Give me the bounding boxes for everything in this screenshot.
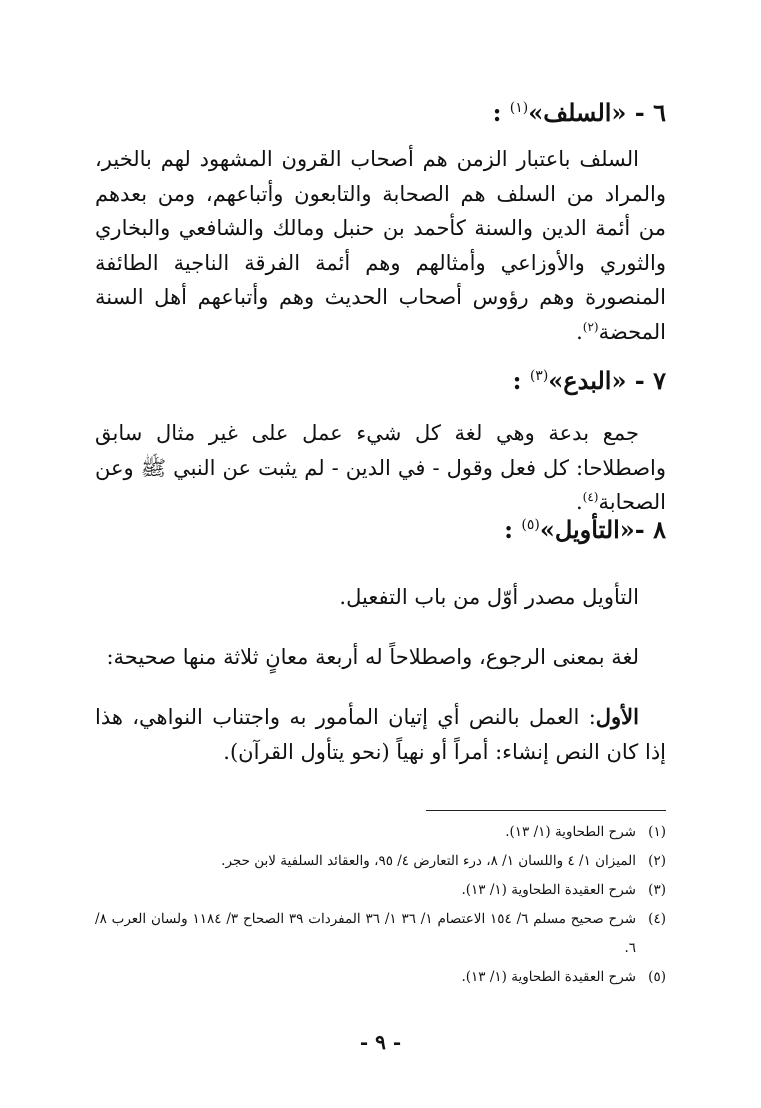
footnote-ref: (١) (509, 100, 529, 116)
footnote-item (95, 876, 666, 905)
meaning-text: : العمل بالنص أي إتيان المأمور به واجتناب النواهي، هذا إذا كان النص إنشاء: أمراً أو نهياً (نحو يتأول القرآن). (95, 705, 666, 764)
footnote-item (95, 905, 666, 963)
footnote-text: شرح صحيح مسلم ٦/ ١٥٤ الاعتصام ١/ ٣٦ ١/ ٣٦ المفردات ٣٩ الصحاح ٣/ ١١٨٤ ولسان العرب ٨/ ٦. (95, 911, 637, 956)
paragraph-text: جمع بدعة وهي لغة كل شيء عمل على غير مثال سابق واصطلاحا: كل فعل وقول - في الدين - لم يثبت عن النبي ﷺ وعن الصحابة (95, 421, 666, 514)
section-heading-salaf (493, 98, 666, 127)
footnote-item (95, 847, 666, 876)
heading-text: ٧ - «البدع» (548, 366, 666, 395)
footnote-text: شرح العقيدة الطحاوية (١/ ١٣). (461, 882, 636, 898)
document-page (95, 0, 666, 1108)
heading-colon: : (492, 98, 502, 127)
footnote-number: (٣) (648, 882, 666, 898)
footnote-number: (٥) (648, 969, 666, 985)
footnote-ref: (٣) (529, 368, 549, 384)
paragraph-tawil-meanings: لغة بمعنى الرجوع، واصطلاحاً له أربعة معانٍ ثلاثة منها صحيحة: (106, 645, 639, 669)
section-heading-bida (513, 366, 666, 395)
paragraph-first-meaning (95, 700, 666, 769)
heading-colon: : (504, 515, 513, 544)
footnote-text: شرح العقيدة الطحاوية (١/ ١٣). (461, 969, 636, 985)
footnote-ref: (٢) (582, 319, 599, 334)
footnote-ref: (٥) (521, 517, 540, 533)
footnote-ref: (٤) (582, 490, 599, 504)
footnote-number: (٢) (648, 853, 666, 869)
heading-text: ٨ -«التأويل» (539, 515, 666, 544)
paragraph-text: السلف باعتبار الزمن هم أصحاب القرون المشهود لهم بالخير، والمراد من السلف هم الصحابة والتابعون وأتباعهم، ومن بعدهم من أئمة الدين والسنة كأحمد بن حنبل ومالك والشافعي والبخاري والثوري والأوزاعي وأمثالهم وهم أئمة الفرقة الناجية الطائفة المنصورة وهم رؤوس أصحاب الحديث وهم وأتباعهم أهل السنة المحضة (95, 147, 666, 344)
footnote-item (95, 818, 666, 847)
paragraph-bida: جمع بدعة وهي لغة كل شيء عمل على غير مثال سابق واصطلاحا: كل فعل وقول - في الدين - لم يثبت عن النبي ﷺ وعن الصحابة$^{(٤)}$. (95, 421, 666, 514)
footnote-divider (426, 810, 666, 811)
page-number: - ٩ - (359, 1030, 402, 1054)
heading-colon: : (512, 366, 522, 395)
heading-text: ٦ - «السلف» (528, 98, 666, 127)
section-heading-tawil (504, 515, 666, 544)
footnote-text: شرح الطحاوية (١/ ١٣). (505, 824, 636, 840)
footnote-number: (١) (648, 824, 666, 840)
footnote-text: الميزان ١/ ٤ واللسان ١/ ٨، درء التعارض ٤/ ٩٥، والعقائد السلفية لابن حجر. (221, 853, 636, 869)
footnotes (95, 818, 666, 992)
footnote-number: (٤) (648, 911, 666, 927)
paragraph-tawil-definition: التأويل مصدر أوّل من باب التفعيل. (339, 585, 639, 609)
meaning-label: الأول (595, 704, 639, 729)
footnote-item (95, 963, 666, 992)
paragraph-salaf: السلف باعتبار الزمن هم أصحاب القرون المشهود لهم بالخير، والمراد من السلف هم الصحابة والتابعون وأتباعهم، ومن بعدهم من أئمة الدين والسنة كأحمد بن حنبل ومالك والشافعي والبخاري والثوري والأوزاعي وأمثالهم وهم أئمة الفرقة الناجية الطائفة المنصورة وهم رؤوس أصحاب الحديث وهم وأتباعهم أهل السنة المحضة$^{(٢)}$. (95, 147, 666, 344)
